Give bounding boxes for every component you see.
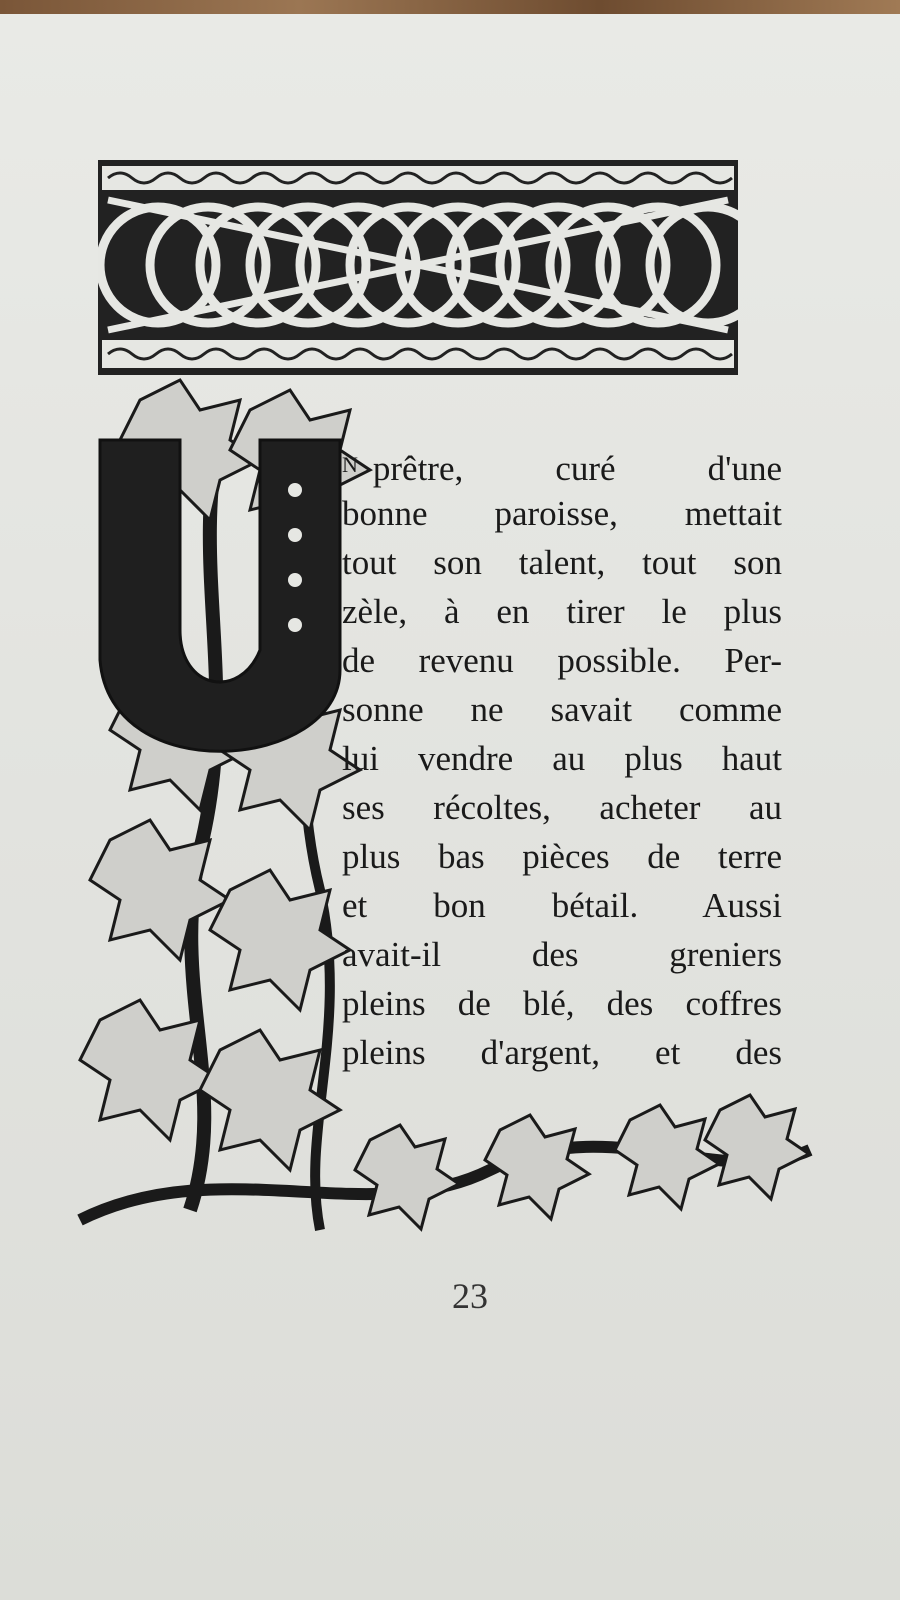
text-line: et bon bétail. Aussi — [342, 886, 782, 925]
text-line: ses récoltes, acheter au — [342, 788, 782, 827]
page-number: 23 — [452, 1276, 488, 1316]
drop-cap-continuation: N — [342, 452, 359, 477]
celtic-knot-band — [98, 160, 738, 375]
text-line: pleins de blé, des coffres — [342, 984, 782, 1023]
text-line: lui vendre au plus haut — [342, 739, 782, 778]
text-line: bonne paroisse, mettait — [342, 494, 782, 533]
text-line: zèle, à en tirer le plus — [342, 592, 782, 631]
text-line: tout son talent, tout son — [342, 543, 782, 582]
text-line: pleins d'argent, et des — [342, 1033, 782, 1072]
text-line: sonne ne savait comme — [342, 690, 782, 729]
text-line: avait-il des greniers — [342, 935, 782, 974]
body-text — [342, 440, 782, 1077]
drop-cap-u — [100, 440, 340, 751]
text-line: plus bas pièces de terre — [342, 837, 782, 876]
text-line: $^N$ prêtre, curé d'une — [342, 449, 782, 488]
text-line: de revenu possible. Per- — [342, 641, 782, 680]
